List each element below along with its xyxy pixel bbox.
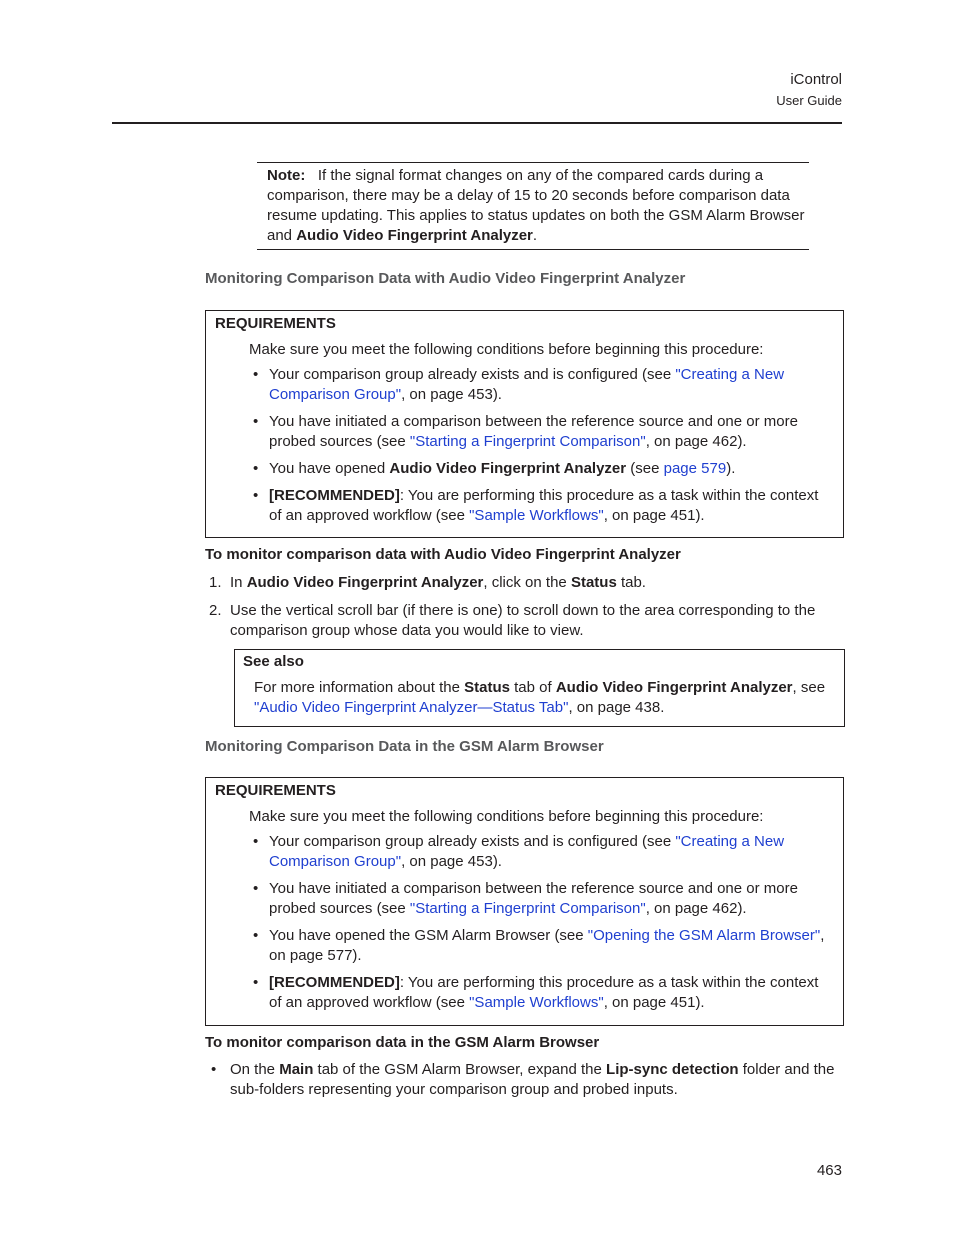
requirements-box-1 [205, 310, 844, 538]
requirement-text-end: , on page 462). [645, 900, 747, 917]
requirement-item [253, 926, 833, 966]
requirement-text: You have opened [269, 460, 390, 477]
step-text: , click on the [483, 574, 571, 591]
procedure-steps [205, 573, 844, 641]
final-step [205, 1060, 845, 1100]
section-heading-avfa: Monitoring Comparison Data with Audio Video Fingerprint Analyzer [205, 270, 686, 287]
page-number: 463 [816, 1162, 842, 1179]
requirement-text-end: , on page 453). [401, 853, 502, 870]
requirement-item [253, 973, 833, 1013]
see-also-text-end: , on page 438. [568, 699, 665, 716]
final-step-text: On the [230, 1061, 280, 1078]
link-sample-workflows[interactable]: "Sample Workflows" [469, 994, 604, 1011]
bullet-icon: • [253, 487, 259, 504]
requirements-list [215, 365, 833, 526]
link-status-tab[interactable]: "Audio Video Fingerprint Analyzer—Status Tab" [254, 699, 569, 716]
header-subtitle: User Guide [776, 93, 842, 108]
header-rule [112, 122, 842, 124]
requirement-item [253, 459, 833, 479]
bullet-icon: • [253, 927, 259, 944]
see-also-bold: Status [464, 679, 510, 696]
see-also-text: tab of [509, 679, 556, 696]
requirement-item [253, 365, 833, 405]
requirement-text-end: ). [726, 460, 736, 477]
see-also-text: , see [792, 679, 826, 696]
step-bold: Status [570, 574, 617, 591]
see-also-box [234, 649, 845, 727]
link-creating-comparison-group[interactable]: "Creating a New Comparison Group" [269, 833, 785, 870]
recommended-label: [RECOMMENDED] [269, 974, 400, 991]
requirements-label: REQUIREMENTS [215, 782, 336, 799]
requirement-text: You have initiated a comparison between the reference source and one or more probed sources (see [269, 880, 798, 917]
bullet-icon: • [253, 366, 259, 383]
link-sample-workflows[interactable]: "Sample Workflows" [469, 507, 604, 524]
requirement-text: You have opened the GSM Alarm Browser (see [269, 927, 588, 944]
requirement-text-end: , on page 451). [603, 994, 705, 1011]
section-heading-gsm: Monitoring Comparison Data in the GSM Alarm Browser [205, 738, 604, 755]
requirement-text: Your comparison group already exists and is configured (see [269, 833, 676, 850]
link-starting-fingerprint-comparison[interactable]: "Starting a Fingerprint Comparison" [409, 900, 646, 917]
bullet-icon: • [211, 1061, 217, 1078]
step-bold: Audio Video Fingerprint Analyzer [246, 574, 484, 591]
step-2 [205, 601, 844, 641]
step-text: Use the vertical scroll bar (if there is one) to scroll down to the area corresponding to the comparison group whose data you would like to view. [230, 602, 816, 639]
link-starting-fingerprint-comparison[interactable]: "Starting a Fingerprint Comparison" [409, 433, 646, 450]
requirement-item [253, 879, 833, 919]
requirement-item [253, 412, 833, 452]
final-step-bold: Lip-sync detection [606, 1061, 739, 1078]
final-step-text: tab of the GSM Alarm Browser, expand the [313, 1061, 607, 1078]
procedure-title-avfa: To monitor comparison data with Audio Video Fingerprint Analyzer [205, 546, 681, 563]
step-number: 2. [209, 602, 222, 619]
requirements-intro: Make sure you meet the following conditions before beginning this procedure: [249, 341, 764, 358]
bullet-icon: • [253, 880, 259, 897]
note-bold-tail: Audio Video Fingerprint Analyzer [296, 227, 533, 244]
requirement-text: Your comparison group already exists and is configured (see [269, 366, 676, 383]
requirement-text-mid: (see [626, 460, 664, 477]
see-also-bold: Audio Video Fingerprint Analyzer [555, 679, 793, 696]
step-number: 1. [209, 574, 222, 591]
final-step-bold: Main [279, 1061, 314, 1078]
requirements-list [215, 832, 833, 1013]
note-body: If the signal format changes on any of the compared cards during a comparison, there may be a delay of 15 to 20 seconds before comparison data resume updating. This applies to status updates on both the GSM Alarm Browser and [267, 167, 805, 244]
recommended-label: [RECOMMENDED] [269, 487, 400, 504]
requirement-text: : You are performing this procedure as a task within the context of an approved workflow (see [269, 974, 819, 1011]
requirement-text-end: , on page 577). [269, 927, 825, 964]
bullet-icon: • [253, 413, 259, 430]
final-step-text: folder and the sub-folders representing your comparison group and probed inputs. [230, 1061, 835, 1098]
step-1 [205, 573, 844, 593]
requirement-text-end: , on page 451). [603, 507, 705, 524]
requirement-text: : You are performing this procedure as a task within the context of an approved workflow (see [269, 487, 819, 524]
header-title: iControl [790, 71, 842, 88]
requirement-bold: Audio Video Fingerprint Analyzer [389, 460, 627, 477]
requirement-text: You have initiated a comparison between the reference source and one or more probed sources (see [269, 413, 798, 450]
step-text: tab. [616, 574, 646, 591]
requirement-item [253, 832, 833, 872]
see-also-text: For more information about the [254, 679, 465, 696]
link-page-579[interactable]: page 579 [663, 460, 727, 477]
requirement-text-end: , on page 453). [401, 386, 502, 403]
note-text [267, 166, 809, 246]
bullet-icon: • [253, 833, 259, 850]
bullet-icon: • [253, 974, 259, 991]
step-text: In [230, 574, 247, 591]
bullet-icon: • [253, 460, 259, 477]
note-label: Note: [267, 167, 306, 184]
requirements-label: REQUIREMENTS [215, 315, 336, 332]
note-box [257, 162, 809, 250]
link-opening-gsm-alarm-browser[interactable]: "Opening the GSM Alarm Browser" [587, 927, 821, 944]
note-end: . [532, 227, 538, 244]
see-also-body [254, 678, 836, 718]
requirements-box-2 [205, 777, 844, 1026]
see-also-label: See also [243, 653, 304, 670]
requirements-intro: Make sure you meet the following conditions before beginning this procedure: [249, 808, 764, 825]
requirement-text-end: , on page 462). [645, 433, 747, 450]
link-creating-comparison-group[interactable]: "Creating a New Comparison Group" [269, 366, 785, 403]
requirement-item [253, 486, 833, 526]
procedure-title-gsm: To monitor comparison data in the GSM Alarm Browser [205, 1034, 600, 1051]
